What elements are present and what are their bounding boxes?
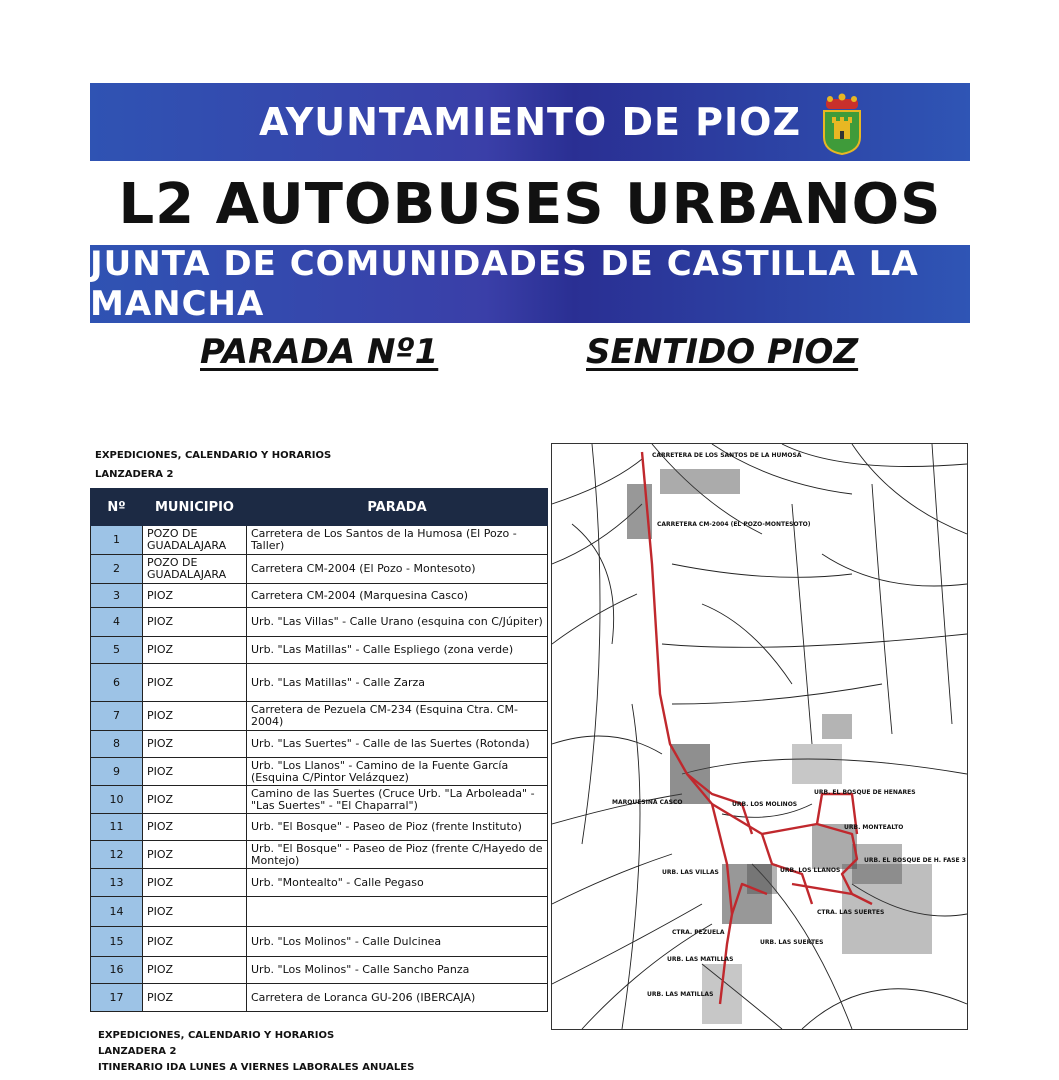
stop-municipio: POZO DE GUADALAJARA xyxy=(143,555,247,584)
map-label-bosque: URB. EL BOSQUE DE HENARES xyxy=(814,789,916,796)
table-row xyxy=(91,786,548,814)
table-row xyxy=(91,584,548,608)
stop-municipio: PIOZ xyxy=(143,927,247,957)
stop-municipio: PIOZ xyxy=(143,957,247,984)
junta-band xyxy=(90,245,970,323)
table-row xyxy=(91,984,548,1012)
stop-number: 4 xyxy=(91,608,143,637)
stop-municipio: PIOZ xyxy=(143,814,247,841)
table-header-row xyxy=(91,489,548,526)
table-row xyxy=(91,869,548,897)
table-row xyxy=(91,555,548,584)
table-row xyxy=(91,731,548,758)
stop-number: 8 xyxy=(91,731,143,758)
stop-parada: Urb. "Las Matillas" - Calle Espliego (zona verde) xyxy=(247,637,548,664)
map-label-montealto: URB. MONTEALTO xyxy=(844,824,904,831)
table-row xyxy=(91,702,548,731)
stop-number: 17 xyxy=(91,984,143,1012)
stop-parada: Urb. "El Bosque" - Paseo de Pioz (frente Instituto) xyxy=(247,814,548,841)
junta-title: JUNTA DE COMUNIDADES DE CASTILLA LA MANCHA xyxy=(90,244,919,324)
stop-municipio: PIOZ xyxy=(143,869,247,897)
stop-parada: Carretera CM-2004 (El Pozo - Montesoto) xyxy=(247,555,548,584)
stop-municipio: PIOZ xyxy=(143,758,247,786)
stop-municipio: PIOZ xyxy=(143,608,247,637)
header-municipio: MUNICIPIO xyxy=(143,489,247,526)
stop-number: 14 xyxy=(91,897,143,927)
stop-parada: Urb. "Las Villas" - Calle Urano (esquina con C/Júpiter) xyxy=(247,608,548,637)
stop-parada: Carretera CM-2004 (Marquesina Casco) xyxy=(247,584,548,608)
map-label-ctra-suertes: CTRA. LAS SUERTES xyxy=(817,909,885,916)
stop-parada: Urb. "El Bosque" - Paseo de Pioz (frente C/Hayedo de Montejo) xyxy=(247,841,548,869)
stop-number: 7 xyxy=(91,702,143,731)
map-label-llanos: URB. LOS LLANOS xyxy=(780,867,841,874)
map-label-bosque3: URB. EL BOSQUE DE H. FASE 3 xyxy=(864,857,966,864)
stop-municipio: PIOZ xyxy=(143,897,247,927)
stop-number: 9 xyxy=(91,758,143,786)
stop-number: 6 xyxy=(91,664,143,702)
sentido-heading: SENTIDO PIOZ xyxy=(586,332,859,372)
stop-parada: Urb. "Los Molinos" - Calle Dulcinea xyxy=(247,927,548,957)
stop-parada: Urb. "Los Molinos" - Calle Sancho Panza xyxy=(247,957,548,984)
stop-number: 16 xyxy=(91,957,143,984)
stop-municipio: PIOZ xyxy=(143,841,247,869)
map-label-cm2004: CARRETERA CM-2004 (EL POZO-MONTESOTO) xyxy=(657,521,811,528)
stop-number: 10 xyxy=(91,786,143,814)
stop-municipio: PIOZ xyxy=(143,702,247,731)
coat-of-arms-icon xyxy=(820,93,864,155)
stop-number: 1 xyxy=(91,526,143,555)
stop-parada: Urb. "Las Suertes" - Calle de las Suertes (Rotonda) xyxy=(247,731,548,758)
stop-municipio: PIOZ xyxy=(143,731,247,758)
footer-line2: LANZADERA 2 xyxy=(98,1046,177,1057)
stop-number: 11 xyxy=(91,814,143,841)
table-row xyxy=(91,927,548,957)
map-label-pezuela: CTRA. PEZUELA xyxy=(672,929,725,936)
stop-municipio: PIOZ xyxy=(143,786,247,814)
stop-municipio: PIOZ xyxy=(143,637,247,664)
stop-number: 5 xyxy=(91,637,143,664)
map-label-molinos: URB. LOS MOLINOS xyxy=(732,801,798,808)
stop-municipio: POZO DE GUADALAJARA xyxy=(143,526,247,555)
footer-line1: EXPEDICIONES, CALENDARIO Y HORARIOS xyxy=(98,1030,335,1041)
stop-parada: Carretera de Los Santos de la Humosa (El Pozo - Taller) xyxy=(247,526,548,555)
stop-number: 13 xyxy=(91,869,143,897)
stop-parada: Urb. "Las Matillas" - Calle Zarza xyxy=(247,664,548,702)
header-parada: PARADA xyxy=(247,489,548,526)
stop-municipio: PIOZ xyxy=(143,984,247,1012)
stop-parada: Camino de las Suertes (Cruce Urb. "La Arboleada" - "Las Suertes" - "El Chaparral") xyxy=(247,786,548,814)
map-label-matillas-1: URB. LAS MATILLAS xyxy=(667,956,734,963)
stops-table xyxy=(90,488,548,1012)
table-row xyxy=(91,637,548,664)
table-row xyxy=(91,608,548,637)
stop-number: 12 xyxy=(91,841,143,869)
table-caption-line2: LANZADERA 2 xyxy=(95,469,174,480)
table-row xyxy=(91,526,548,555)
map-label-villas: URB. LAS VILLAS xyxy=(662,869,719,876)
stop-parada: Carretera de Pezuela CM-234 (Esquina Ctra. CM-2004) xyxy=(247,702,548,731)
footer-line3: ITINERARIO IDA LUNES A VIERNES LABORALES ANUALES xyxy=(98,1062,415,1073)
table-caption-line1: EXPEDICIONES, CALENDARIO Y HORARIOS xyxy=(95,450,332,461)
table-row xyxy=(91,758,548,786)
map-label-matillas-2: URB. LAS MATILLAS xyxy=(647,991,714,998)
map-label-santos: CARRETERA DE LOS SANTOS DE LA HUMOSA xyxy=(652,452,802,459)
stop-municipio: PIOZ xyxy=(143,584,247,608)
header-number: Nº xyxy=(91,489,143,526)
stop-parada: Urb. "Los Llanos" - Camino de la Fuente García (Esquina C/Pintor Velázquez) xyxy=(247,758,548,786)
stop-parada xyxy=(247,897,548,927)
parada-heading: PARADA Nº1 xyxy=(200,332,439,372)
stop-number: 15 xyxy=(91,927,143,957)
stop-parada: Urb. "Montealto" - Calle Pegaso xyxy=(247,869,548,897)
route-map xyxy=(551,443,968,1030)
ayuntamiento-title: AYUNTAMIENTO DE PIOZ xyxy=(258,100,802,144)
table-row xyxy=(91,957,548,984)
table-row xyxy=(91,897,548,927)
table-row xyxy=(91,841,548,869)
stop-number: 2 xyxy=(91,555,143,584)
table-row xyxy=(91,814,548,841)
stop-municipio: PIOZ xyxy=(143,664,247,702)
page-title: L2 AUTOBUSES URBANOS xyxy=(118,172,942,237)
stop-number: 3 xyxy=(91,584,143,608)
stop-parada: Carretera de Loranca GU-206 (IBERCAJA) xyxy=(247,984,548,1012)
map-label-marquesina: MARQUESINA CASCO xyxy=(612,799,683,806)
map-label-suertes: URB. LAS SUERTES xyxy=(760,939,824,946)
table-row xyxy=(91,664,548,702)
